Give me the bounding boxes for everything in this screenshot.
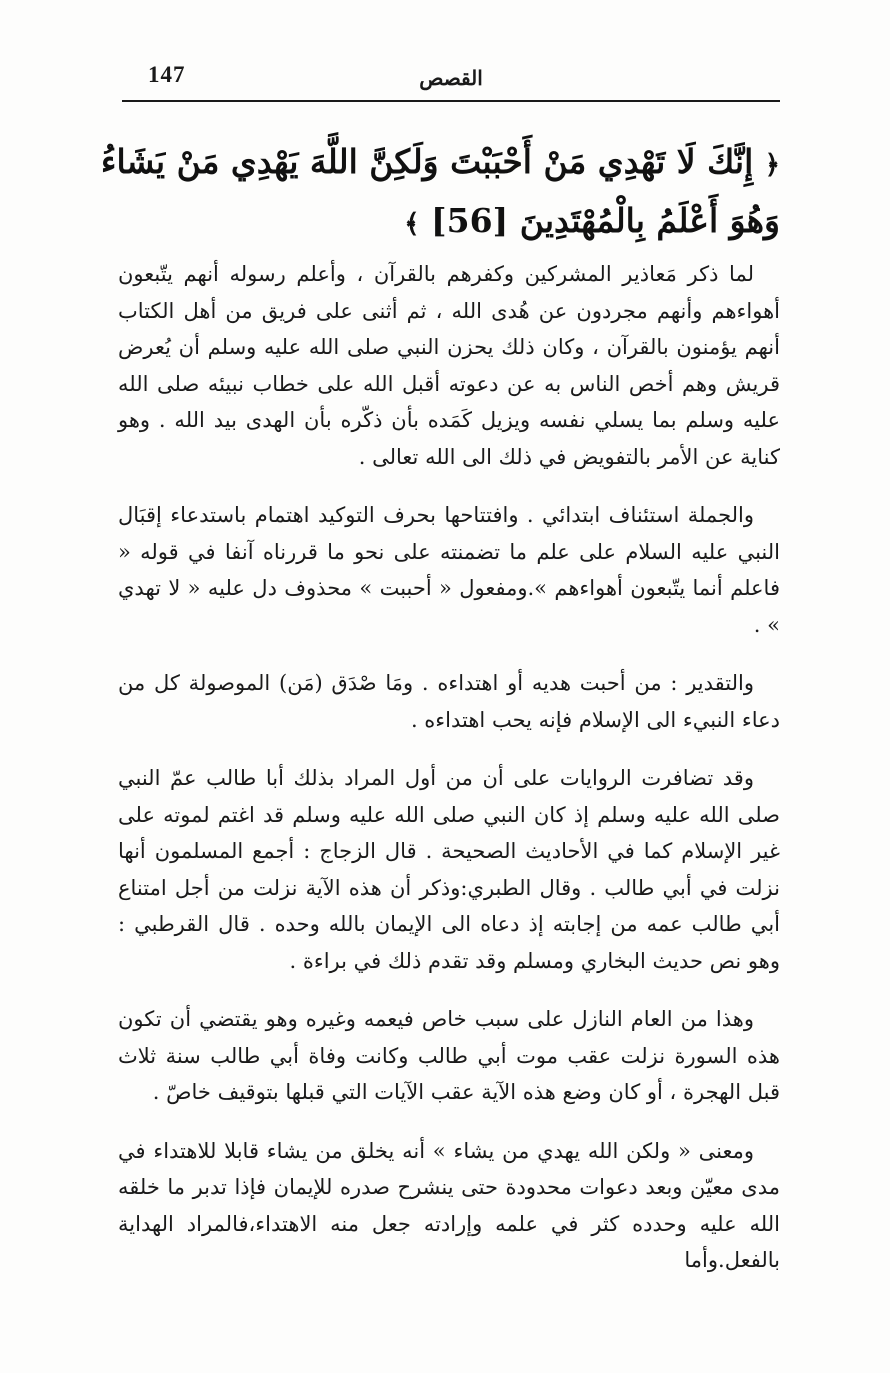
verse-open-bracket: ﴿: [764, 150, 780, 180]
commentary-body: [118, 256, 780, 1279]
page-number: 147: [148, 62, 186, 87]
paragraph: لما ذكر مَعاذير المشركين وكفرهم بالقرآن ، وأعلم رسوله أنهم يتّبعون أهواءهم وأنهم مجردون عن هُدى الله ، ثم أثنى على فريق من أهل الكتاب أنهم يؤمنون بالقرآن ، وكان ذلك يحزن النبي صلى الله عليه وسلم أن يُعرض قريش وهم أخص الناس به عن دعوته أقبل الله على خطاب نبيئه صلى الله عليه وسلم بما يسلي نفسه ويزيل كَمَده بأن ذكّره بأن الهدى بيد الله . وهو كناية عن الأمر بالتفويض في ذلك الى الله تعالى .: [118, 262, 780, 469]
verse-text: إِنَّكَ لَا تَهْدِي مَنْ أَحْبَبْتَ وَلَكِنَّ اللَّهَ يَهْدِي مَنْ يَشَاءُ وَهُوَ أَعْلَمُ بِالْمُهْتَدِينَ: [100, 142, 780, 240]
paragraph: والجملة استئناف ابتدائي . وافتتاحها بحرف التوكيد اهتمام باستدعاء إقبَال النبي عليه السلام على علم ما تضمنته على نحو ما قررناه آنفا في قوله « فاعلم أنما يتّبعون أهواءهم ».ومفعول « أحببت » محذوف دل عليه « لا تهدي » .: [118, 503, 780, 637]
paragraph: وقد تضافرت الروايات على أن من أول المراد بذلك أبا طالب عمّ النبي صلى الله عليه وسلم إذ كان النبي صلى الله عليه وسلم قد اغتم لموته على غير الإسلام كما في الأحاديث الصحيحة . قال الزجاج : أجمع المسلمون أنها نزلت في أبي طالب . وقال الطبري:وذكر أن هذه الآية نزلت من أجل امتناع أبي طالب عمه من إجابته إذ دعاه الى الإيمان بالله وحده . قال القرطبي : وهو نص حديث البخاري ومسلم وقد تقدم ذلك في براءة .: [118, 766, 780, 973]
header-rule: [122, 100, 780, 102]
quran-verse: [100, 134, 780, 252]
verse-number: [56]: [431, 201, 509, 240]
paragraph: والتقدير : من أحبت هديه أو اهتداءه . ومَا صْدَق (مَن) الموصولة كل من دعاء النبيء الى الإسلام فإنه يحب اهتداءه .: [118, 671, 780, 732]
running-title: القصص: [419, 66, 483, 90]
paragraph: ومعنى « ولكن الله يهدي من يشاء » أنه يخلق من يشاء قابلا للاهتداء في مدى معيّن وبعد دعوات محدودة حتى ينشرح صدره للإيمان فإذا تدبر ما خلقه الله عليه وحدده كثر في علمه وإرادته جعل منه الاهتداء،فالمراد الهداية بالفعل.وأما: [118, 1138, 780, 1272]
verse-close-bracket: ﴾: [404, 209, 420, 239]
page-header: [122, 58, 780, 98]
paragraph: وهذا من العام النازل على سبب خاص فيعمه وغيره وهو يقتضي أن تكون هذه السورة نزلت عقب موت أبي طالب وكانت وفاة أبي طالب سنة ثلاث قبل الهجرة ، أو كان وضع هذه الآية عقب الآيات التي قبلها بتوقيف خاصّ .: [118, 1007, 780, 1104]
